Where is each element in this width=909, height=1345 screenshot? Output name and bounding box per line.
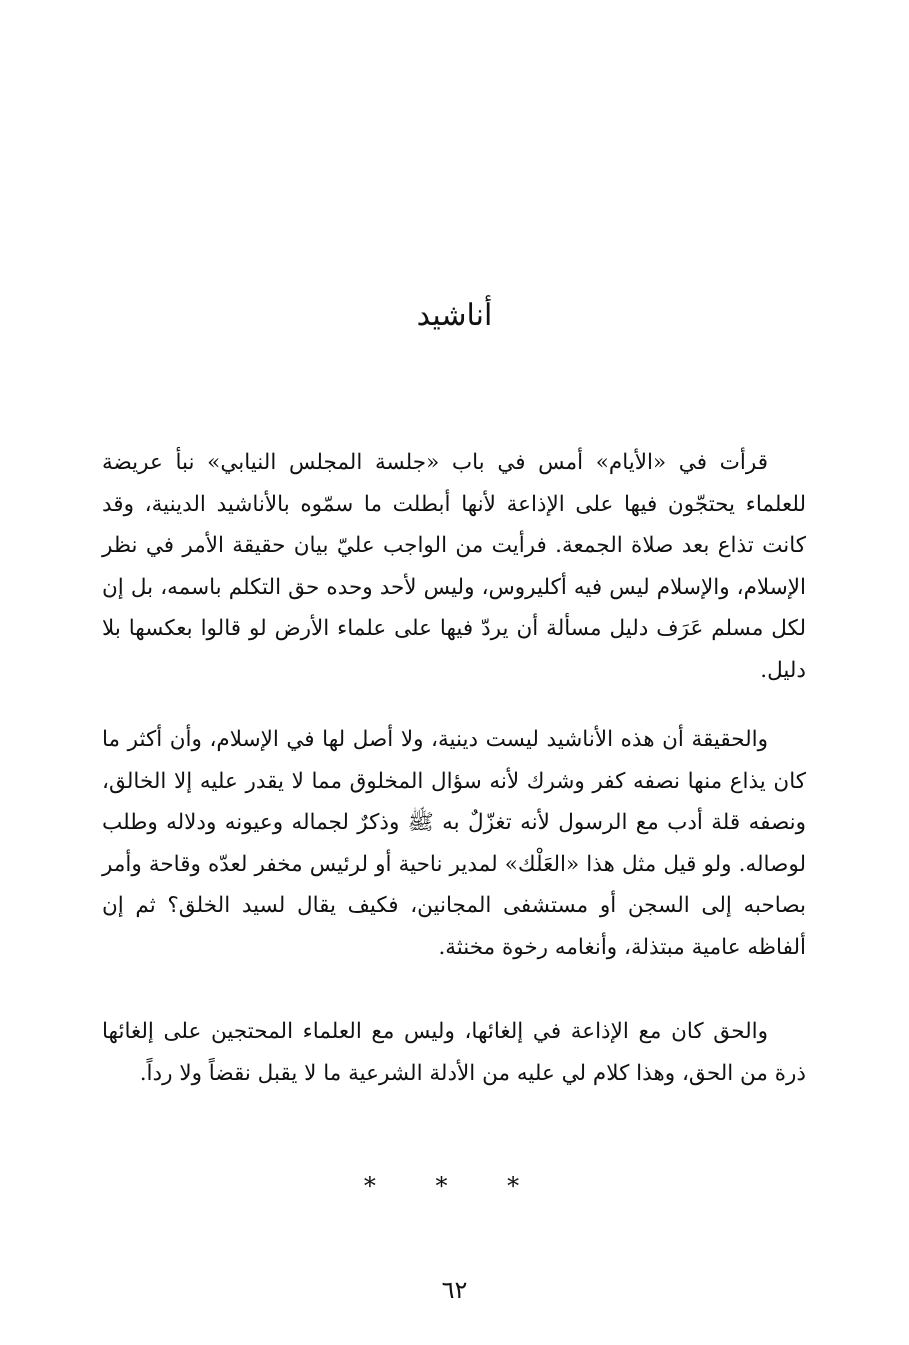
page-number: ٦٢ [441,1276,468,1304]
chapter-title: أناشيد [416,298,493,333]
paragraph-3-block [102,1011,806,1094]
paragraph-2-block [102,719,806,969]
paragraph: والحقيقة أن هذه الأناشيد ليست دينية، ولا أصل لها في الإسلام، وأن أكثر ما كان يذاع منها نصفه كفر وشرك لأنه سؤال المخلوق مما لا يقدر عليه إلا الخالق، ونصفه قلة أدب مع الرسول لأنه تغزّلٌ به ﷺ وذكرٌ لجماله وعيونه ودلاله وطلب لوصاله. ولو قيل مثل هذا «العَلْك» لمدير ناحية أو لرئيس مخفر لعدّه وقاحة وأمر بصاحبه إلى السجن أو مستشفى المجانين، فكيف يقال لسيد الخلق؟ ثم إن ألفاظه عامية مبتذلة، وأنغامه رخوة مخنثة. [102,727,806,960]
paragraph-1-block [102,442,806,692]
paragraph: والحق كان مع الإذاعة في إلغائها، وليس مع العلماء المحتجين على إلغائها ذرة من الحق، وهذا كلام لي عليه من الأدلة الشرعية ما لا يقبل نقضاً ولا رداً. [102,1019,806,1086]
section-separator: * * * [363,1172,546,1200]
paragraph: قرأت في «الأيام» أمس في باب «جلسة المجلس النيابي» نبأ عريضة للعلماء يحتجّون فيها على الإذاعة لأنها أبطلت ما سمّوه بالأناشيد الدينية، وقد كانت تذاع بعد صلاة الجمعة. فرأيت من الواجب عليّ بيان حقيقة الأمر في نظر الإسلام، والإسلام ليس فيه أكليروس، وليس لأحد وحده حق التكلم باسمه، بل إن لكل مسلم عَرَف دليل مسألة أن يردّ فيها على علماء الأرض لو قالوا بعكسها بلا دليل. [102,450,806,683]
